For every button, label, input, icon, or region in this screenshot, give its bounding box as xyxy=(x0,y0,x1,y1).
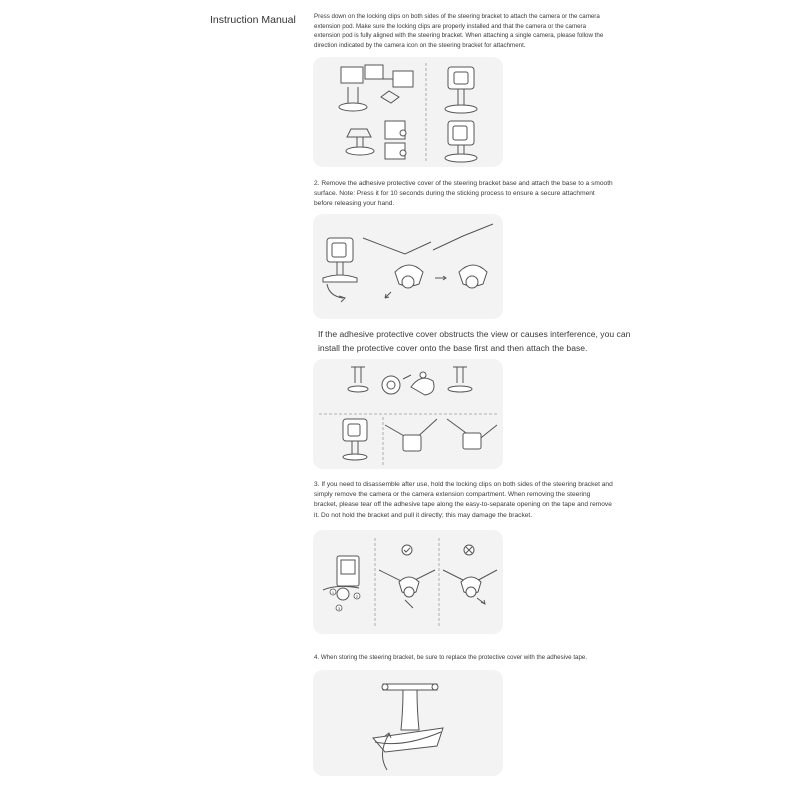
figure-step-4 xyxy=(313,670,503,776)
figure-step-2 xyxy=(313,214,503,319)
label-3: 3 xyxy=(337,606,341,611)
step-3-text: 3. If you need to disassemble after use, hold the locking clips on both sides of the steering bracket and simply remove the camera or the camera extension compartment. When removing the steering bracket, please tear off the adhesive tape along the easy-to-separate opening on the tape and remove it. Do not hold the bracket and pull it directly; this may damage the bracket. xyxy=(314,481,613,519)
cross-circle-icon xyxy=(464,545,474,555)
figure-step-2-alt xyxy=(313,359,503,469)
step-2-note: If the adhesive protective cover obstructs the view or causes interference, you can install the protective cover onto the base first and then attach the base. xyxy=(318,329,631,353)
label-1: 1 xyxy=(331,590,335,595)
step-2-text: 2. Remove the adhesive protective cover of the steering bracket base and attach the base to a smooth surface. Note: Press it for 10 seconds during the sticking process to ensure a secure attachment before releasing your hand. xyxy=(314,180,613,207)
check-circle-icon xyxy=(402,545,412,555)
step-4-text: 4. When storing the steering bracket, be sure to replace the protective cover with the adhesive tape. xyxy=(314,654,588,661)
figure-step-1 xyxy=(313,57,503,167)
page-title: Instruction Manual xyxy=(210,14,296,26)
step-1-text: Press down on the locking clips on both sides of the steering bracket to attach the camera or the camera extension pod. Make sure the locking clips are properly installed and that the camera or the camera extension pod is fully aligned with the steering bracket. When attaching a single camera, please follow the direction indicated by the camera icon on the steering bracket for attachment. xyxy=(314,13,604,49)
figure-step-3 xyxy=(313,530,503,634)
label-2: 2 xyxy=(355,594,359,599)
